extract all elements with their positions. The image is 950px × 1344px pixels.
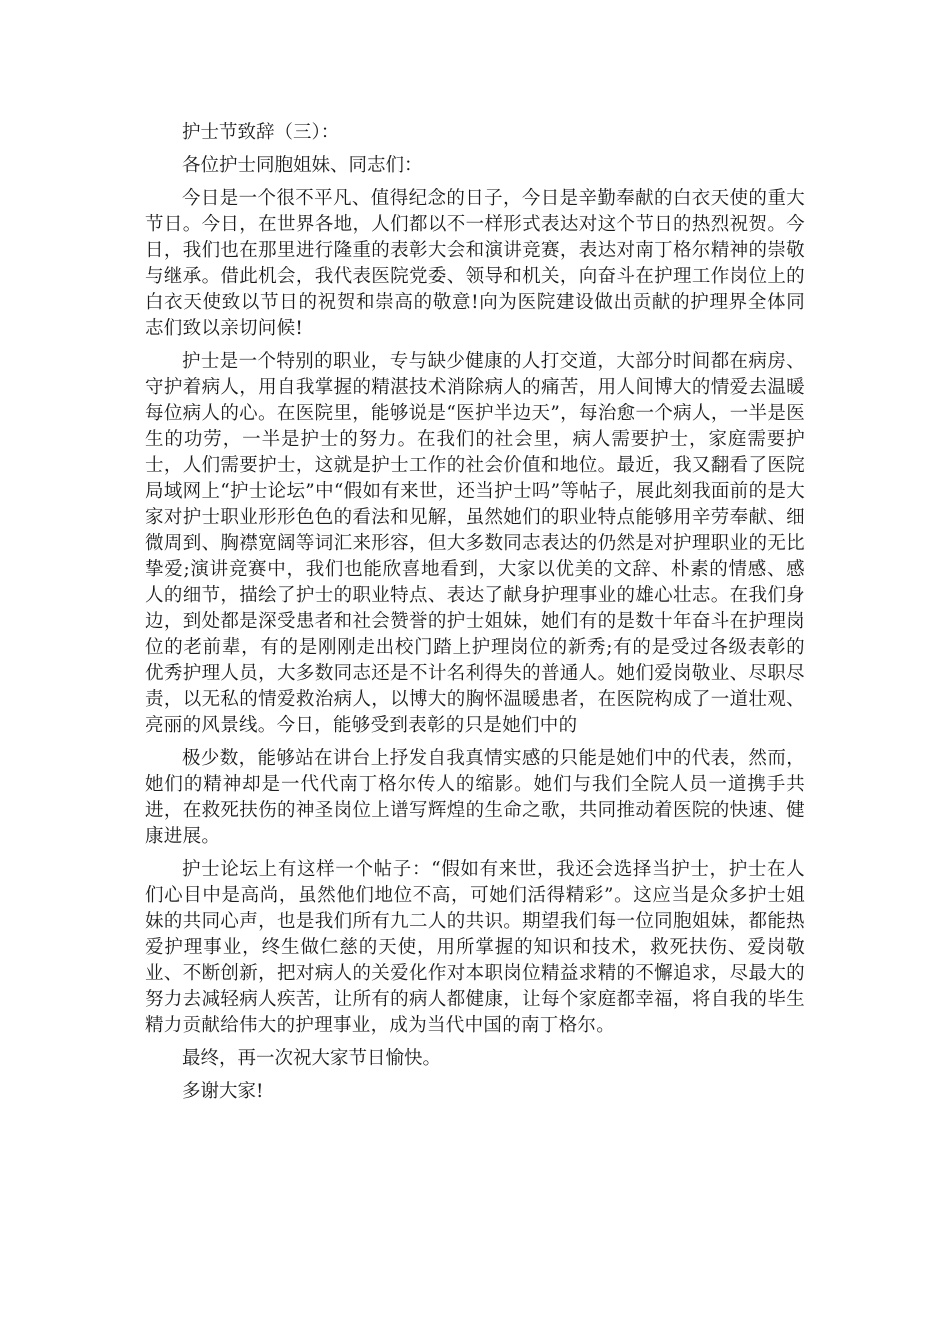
salutation: 各位护士同胞姐妹、同志们： — [182, 155, 423, 176]
paragraph-2: 护士是一个特别的职业，专与缺少健康的人打交道，大部分时间都在病房、守护着病人，用自我掌握的精湛技术消除病人的痛苦，用人间博大的情爱去温暖每位病人的心。在医院里，能够说是“医护半边天”，每治愈一个病人，一半是医生的功劳，一半是护士的努力。在我们的社会里，病人需要护士，家庭需要护士，人们需要护士，这就是护士工作的社会价值和地位。最近，我又翻看了医院局域网上“护士论坛”中“假如有来世，还当护士吗”等帖子，展此刻我面前的是大家对护士职业形形色色的看法和见解，虽然她们的职业特点能够用辛劳奉献、细微周到、胸襟宽阔等词汇来形容，但大多数同志表达的仍然是对护理职业的无比挚爱;演讲竞赛中，我们也能欣喜地看到，大家以优美的文辞、朴素的情感、感人的细节，描绘了护士的职业特点、表达了献身护理事业的雄心壮志。在我们身边，到处都是深受患者和社会赞誉的护士姐妹，她们有的是数十年奋斗在护理岗位的老前辈，有的是刚刚走出校门踏上护理岗位的新秀;有的是受过各级表彰的优秀护理人员，大多数同志还是不计名利得失的普通人。她们爱岗敬业、尽职尽责，以无私的情爱救治病人，以博大的胸怀温暖患者，在医院构成了一道壮观、亮丽的风景线。今日，能够受到表彰的只是她们中的 — [145, 351, 805, 736]
closing-thanks: 多谢大家! — [182, 1081, 264, 1102]
paragraph-4: 护士论坛上有这样一个帖子：“假如有来世，我还会选择当护士，护士在人们心目中是高尚，虽然他们地位不高，可她们活得精彩”。这应当是众多护士姐妹的共同心声，也是我们所有九二人的共识。期望我们每一位同胞姐妹，都能热爱护理事业，终生做仁慈的天使，用所掌握的知识和技术，救死扶伤、爱岗敬业、不断创新，把对病人的关爱化作对本职岗位精益求精的不懈追求，尽最大的努力去减轻病人疾苦，让所有的病人都健康，让每个家庭都幸福，将自我的毕生精力贡献给伟大的护理事业，成为当代中国的南丁格尔。 — [145, 859, 805, 1036]
document-page — [145, 120, 805, 1112]
paragraph-3: 极少数，能够站在讲台上抒发自我真情实感的只能是她们中的代表，然而，她们的精神却是一代代南丁格尔传人的缩影。她们与我们全院人员一道携手共进，在救死扶伤的神圣岗位上谱写辉煌的生命之歌，共同推动着医院的快速、健康进展。 — [145, 748, 805, 847]
closing-wish: 最终，再一次祝大家节日愉快。 — [182, 1048, 442, 1069]
paragraph-1: 今日是一个很不平凡、值得纪念的日子，今日是辛勤奉献的白衣天使的重大节日。今日，在世界各地，人们都以不一样形式表达对这个节日的热烈祝贺。今日，我们也在那里进行隆重的表彰大会和演讲竞赛，表达对南丁格尔精神的崇敬与继承。借此机会，我代表医院党委、领导和机关，向奋斗在护理工作岗位上的白衣天使致以节日的祝贺和崇高的敬意!向为医院建设做出贡献的护理界全体同志们致以亲切问候! — [145, 188, 805, 339]
document-title: 护士节致辞（三）： — [182, 122, 340, 143]
